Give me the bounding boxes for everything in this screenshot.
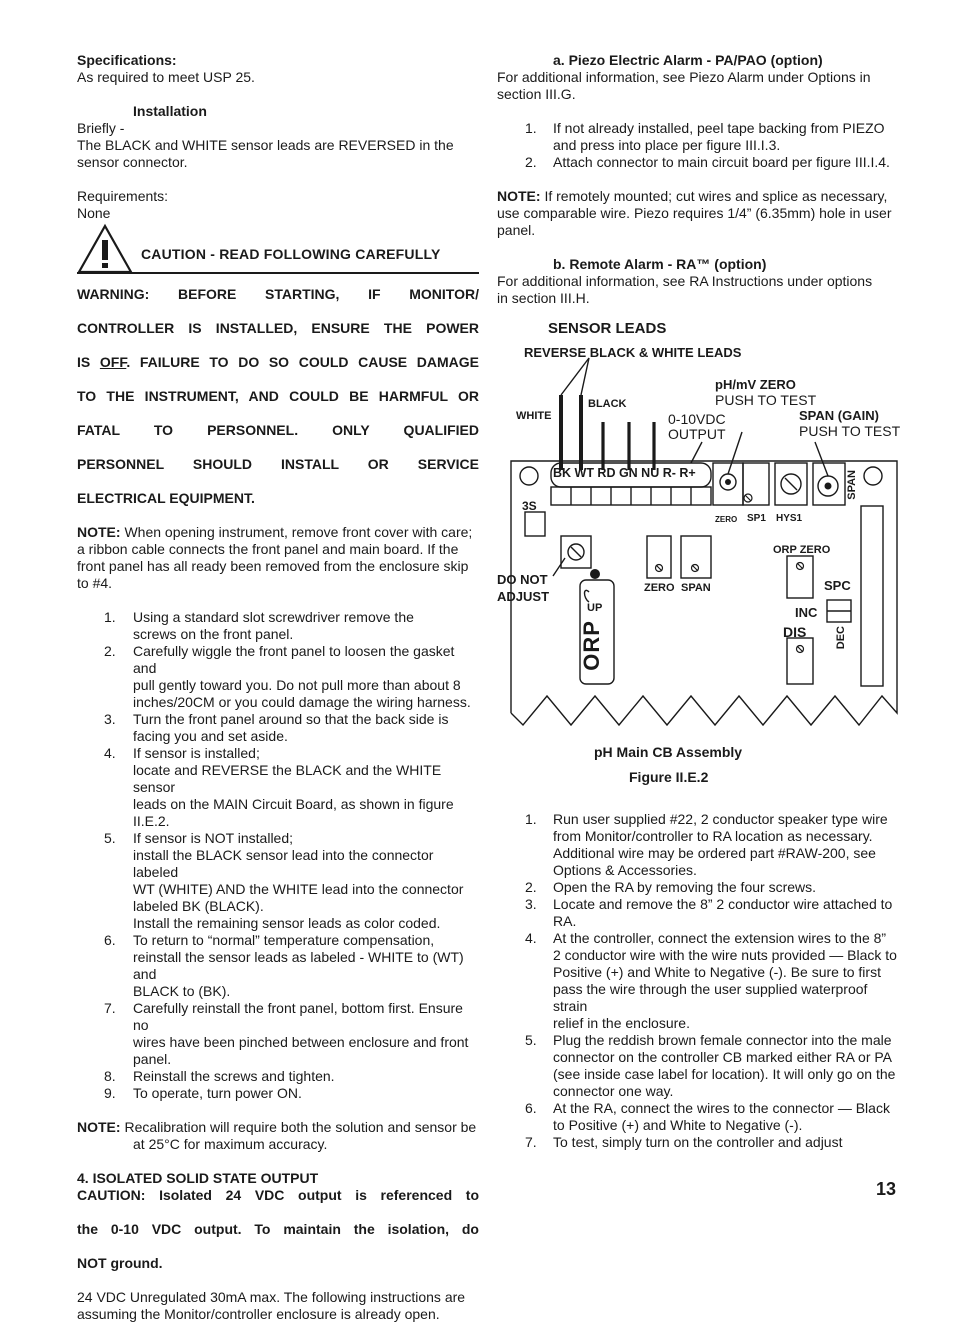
do-not-adjust-label-2: ADJUST — [497, 589, 550, 604]
warning-line: FATAL TO PERSONNEL. ONLY QUALIFIED — [77, 422, 479, 438]
step-line: At the RA, connect the wires to the connector — Black — [553, 1100, 890, 1116]
step-line: and press into place per figure III.I.3. — [553, 137, 781, 153]
left-column — [77, 52, 479, 1323]
step-line: Turn the front panel around so that the back side is — [133, 711, 449, 727]
sp1-label: SP1 — [747, 513, 766, 524]
inc-label: INC — [795, 605, 818, 620]
step-line: Positive (+) and White to Negative (-). Be sure to first — [553, 964, 881, 980]
vdc-text-1: 24 VDC Unregulated 30mA max. The following instructions are — [77, 1289, 466, 1305]
vdc-label: 0-10VDC — [668, 411, 726, 427]
right-column-top — [497, 52, 902, 307]
note-recalibration-cont: at 25°C for maximum accuracy. — [133, 1136, 328, 1152]
terminal-labels: BK WT RD GN NU R- R+ — [553, 466, 696, 480]
warning-paragraph — [77, 286, 479, 507]
step-number: 1. — [525, 120, 537, 136]
ra-step — [497, 811, 902, 879]
step-line: Reinstall the screws and tighten. — [133, 1068, 335, 1084]
page-number: 13 — [876, 1179, 897, 1199]
step-line: If not already installed, peel tape backing from PIEZO — [553, 120, 885, 136]
step-number: 4. — [104, 745, 116, 761]
step-line: from Monitor/controller to RA location as necessary. — [553, 828, 873, 844]
dec-vertical-label: DEC — [835, 626, 847, 650]
warning-line: TO THE INSTRUMENT, AND COULD BE HARMFUL OR — [77, 388, 479, 404]
requirements-text: None — [77, 205, 111, 221]
step-line: Options & Accessories. — [553, 862, 697, 878]
step-line: leads on the MAIN Circuit Board, as shown in figure — [133, 796, 454, 812]
ra-text-2: in section III.H. — [497, 290, 590, 306]
step-line: inches/20CM or you could damage the wiring harness. — [133, 694, 471, 710]
step-number: 7. — [104, 1000, 116, 1016]
ra-step — [497, 1032, 902, 1100]
warning-line: CONTROLLER IS INSTALLED, ENSURE THE POWER — [77, 320, 479, 336]
caution-divider — [77, 272, 479, 274]
step-number: 3. — [525, 896, 537, 912]
orp-label: ORP — [579, 620, 604, 671]
right-column-bottom — [497, 811, 902, 1151]
hys1-label: HYS1 — [776, 513, 803, 524]
output-label: OUTPUT — [668, 426, 726, 442]
span-vertical-label: SPAN — [846, 470, 858, 500]
piezo-step — [497, 120, 902, 154]
opening-steps-list — [77, 609, 479, 1102]
ra-text-1: For additional information, see RA Instructions under options — [497, 273, 873, 289]
step-number: 5. — [104, 830, 116, 846]
step-line: At the controller, connect the extension wires to the 8” — [553, 930, 887, 946]
piezo-text-1: For additional information, see Piezo Alarm under Options in — [497, 69, 871, 85]
piezo-note-3: panel. — [497, 222, 536, 238]
step-line: reinstall the sensor leads as labeled - WHITE to (WT) and — [133, 949, 464, 982]
opening-step — [77, 1085, 479, 1102]
push-to-test-label-2: PUSH TO TEST — [799, 423, 901, 439]
piezo-note-2: use comparable wire. Piezo requires 1/4” (6.35mm) hole in user — [497, 205, 892, 221]
ra-steps-list — [497, 811, 902, 1151]
step-line: II.E.2. — [133, 813, 170, 829]
step-line: relief in the enclosure. — [553, 1015, 690, 1031]
step-line: wires have been pinched between enclosure and front — [133, 1034, 469, 1050]
orp-zero-label: ORP ZERO — [773, 544, 831, 556]
step-line: Using a standard slot screwdriver remove the — [133, 609, 414, 625]
step-line: screws on the front panel. — [133, 626, 294, 642]
step-number: 5. — [525, 1032, 537, 1048]
ra-step — [497, 1134, 902, 1151]
step-line: BLACK to (BK). — [133, 983, 231, 999]
note-opening: NOTE: When opening instrument, remove front cover with care; a ribbon cable connects the front panel and main board. If the front panel has all ready been removed from the enclosure skip to #4. — [77, 524, 473, 591]
step-number: 2. — [525, 879, 537, 895]
step-line: To return to “normal” temperature compensation, — [133, 932, 435, 948]
isolated-output-heading: 4. ISOLATED SOLID STATE OUTPUT — [77, 1170, 319, 1186]
step-line: Additional wire may be ordered part #RAW-200, see — [553, 845, 876, 861]
installation-heading: Installation — [133, 103, 207, 119]
ra-step — [497, 896, 902, 930]
opening-step — [77, 1000, 479, 1068]
step-line: Carefully wiggle the front panel to loosen the gasket and — [133, 643, 455, 676]
opening-step — [77, 609, 479, 643]
figure-title: SENSOR LEADS — [548, 320, 667, 337]
warning-line: IS OFF. FAILURE TO DO SO COULD CAUSE DAMAGE — [77, 354, 479, 370]
step-line: Open the RA by removing the four screws. — [553, 879, 817, 895]
spec-heading: Specifications: — [77, 52, 177, 68]
isolated-caution: CAUTION: Isolated 24 VDC output is referenced to the 0-10 VDC output. To maintain the isolation, do NOT ground. — [77, 1187, 479, 1271]
step-number: 9. — [104, 1085, 116, 1101]
step-line: Install the remaining sensor leads as color coded. — [133, 915, 441, 931]
step-number: 6. — [104, 932, 116, 948]
step-line: Plug the reddish brown female connector into the male — [553, 1032, 892, 1048]
circuit-board-diagram — [497, 318, 907, 788]
ra-step — [497, 1100, 902, 1134]
warning-triangle-icon — [77, 224, 133, 274]
spc-label: SPC — [824, 578, 851, 593]
push-to-test-label: PUSH TO TEST — [715, 392, 817, 408]
piezo-note-1: NOTE: If remotely mounted; cut wires and splice as necessary, — [497, 188, 888, 204]
requirements-heading: Requirements: — [77, 188, 169, 204]
step-line: To test, simply turn on the controller and adjust — [553, 1134, 843, 1150]
piezo-text-2: section III.G. — [497, 86, 576, 102]
step-line: If sensor is installed; — [133, 745, 260, 761]
piezo-heading: a. Piezo Electric Alarm - PA/PAO (option) — [553, 52, 823, 68]
step-line: to Positive (+) and White to Negative (-). — [553, 1117, 803, 1133]
step-line: facing you and set aside. — [133, 728, 288, 744]
step-line: install the BLACK sensor lead into the connector labeled — [133, 847, 434, 880]
remote-alarm-heading: b. Remote Alarm - RA™ (option) — [553, 256, 767, 272]
step-number: 7. — [525, 1134, 537, 1150]
step-line: labeled BK (BLACK). — [133, 898, 264, 914]
briefly-text-2: sensor connector. — [77, 154, 188, 170]
ra-step — [497, 930, 902, 1032]
step-line: To operate, turn power ON. — [133, 1085, 302, 1101]
step-number: 4. — [525, 930, 537, 946]
step-number: 1. — [104, 609, 116, 625]
opening-step — [77, 932, 479, 1000]
step-number: 2. — [104, 643, 116, 659]
piezo-steps-list — [497, 120, 902, 171]
step-number: 8. — [104, 1068, 116, 1084]
figure-caption: pH Main CB Assembly — [594, 744, 743, 760]
step-line: pass the wire through the user supplied waterproof strain — [553, 981, 868, 1014]
step-line: connector on the controller CB marked either RA or PA — [553, 1049, 893, 1065]
step-line: (see inside case label for location). It will only go on the — [553, 1066, 896, 1082]
opening-step — [77, 711, 479, 745]
zero-pot-label: ZERO — [644, 582, 675, 594]
step-line: WT (WHITE) AND the WHITE lead into the connector — [133, 881, 464, 897]
caution-banner — [77, 224, 479, 274]
note-recalibration: NOTE: Recalibration will require both the solution and sensor be — [77, 1119, 477, 1135]
vdc-text-2: assuming the Monitor/controller enclosure is already open. — [77, 1306, 440, 1322]
step-line: If sensor is NOT installed; — [133, 830, 294, 846]
step-line: RA. — [553, 913, 577, 929]
piezo-step — [497, 154, 902, 171]
ra-step — [497, 879, 902, 896]
briefly-text-1: The BLACK and WHITE sensor leads are REVERSED in the — [77, 137, 454, 153]
3s-label: 3S — [522, 499, 537, 513]
briefly-label: Briefly - — [77, 120, 125, 136]
step-number: 1. — [525, 811, 537, 827]
warning-line: ELECTRICAL EQUIPMENT. — [77, 490, 255, 506]
span-pot-label: SPAN — [681, 582, 711, 594]
step-line: Carefully reinstall the front panel, bottom first. Ensure no — [133, 1000, 463, 1033]
opening-step — [77, 830, 479, 932]
step-line: connector one way. — [553, 1083, 674, 1099]
step-line: panel. — [133, 1051, 172, 1067]
opening-step — [77, 1068, 479, 1085]
white-label: WHITE — [516, 410, 552, 422]
spec-text: As required to meet USP 25. — [77, 69, 255, 85]
step-number: 6. — [525, 1100, 537, 1116]
off-underlined: OFF — [99, 354, 127, 370]
up-label: UP — [587, 602, 603, 614]
phmv-zero-label: pH/mV ZERO — [715, 377, 796, 392]
warning-line: PERSONNEL SHOULD INSTALL OR SERVICE — [77, 456, 479, 472]
opening-step — [77, 745, 479, 830]
step-number: 3. — [104, 711, 116, 727]
step-number: 2. — [525, 154, 537, 170]
opening-step — [77, 643, 479, 711]
step-line: pull gently toward you. Do not pull more than about 8 — [133, 677, 461, 693]
ph-main-cb-figure — [497, 318, 907, 788]
step-line: 2 conductor wire with the wire nuts provided — Black to — [553, 947, 897, 963]
span-gain-label: SPAN (GAIN) — [799, 408, 879, 423]
step-line: locate and REVERSE the BLACK and the WHITE sensor — [133, 762, 442, 795]
figure-number: Figure II.E.2 — [629, 769, 709, 785]
do-not-adjust-label-1: DO NOT — [497, 572, 548, 587]
black-label: BLACK — [588, 398, 627, 410]
caution-title: CAUTION - READ FOLLOWING CAREFULLY — [141, 246, 441, 262]
zero-small-label: ZERO — [715, 515, 738, 524]
step-line: Locate and remove the 8” 2 conductor wire attached to — [553, 896, 893, 912]
warning-line: WARNING: BEFORE STARTING, IF MONITOR/ — [77, 286, 479, 302]
step-line: Run user supplied #22, 2 conductor speaker type wire — [553, 811, 888, 827]
step-line: Attach connector to main circuit board per figure III.I.4. — [553, 154, 890, 170]
reverse-leads-label: REVERSE BLACK & WHITE LEADS — [524, 345, 742, 360]
dis-label: DIS — [783, 624, 807, 640]
